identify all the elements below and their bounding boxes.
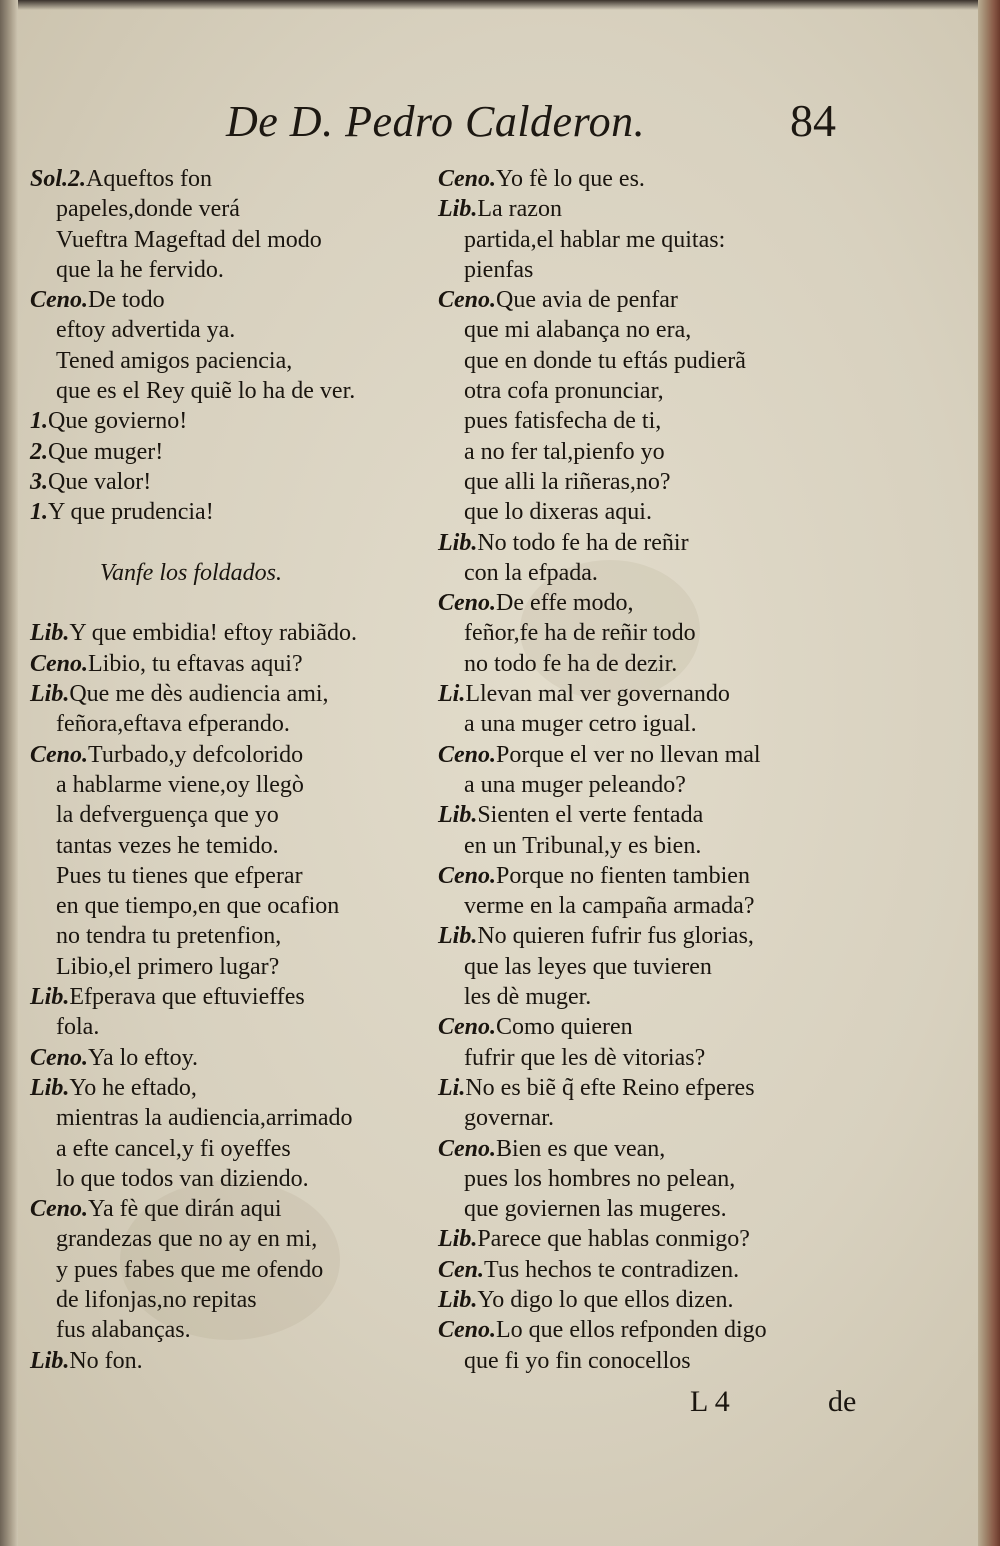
verse-line xyxy=(438,255,878,285)
line-text: a una muger cetro igual. xyxy=(464,711,697,738)
speaker-label: Lib. xyxy=(438,196,478,223)
verse-line xyxy=(30,467,460,497)
verse-line xyxy=(30,861,460,891)
top-edge xyxy=(0,0,1000,10)
verse-line xyxy=(438,679,878,709)
line-text: No fon. xyxy=(69,1347,143,1374)
line-text: tantas vezes he temido. xyxy=(56,832,279,859)
line-text: Efperava que eftuvieffes xyxy=(69,984,305,1011)
verse-line xyxy=(438,1194,878,1224)
blank-line xyxy=(30,588,460,618)
verse-line xyxy=(30,406,460,436)
line-text: lo que todos van diziendo. xyxy=(56,1165,309,1192)
verse-line xyxy=(438,800,878,830)
verse-line xyxy=(438,861,878,891)
line-text: No todo fe ha de reñir xyxy=(477,529,689,556)
running-title: De D. Pedro Calderon. xyxy=(226,97,646,146)
verse-line xyxy=(438,376,878,406)
line-text: pues fatisfecha de ti, xyxy=(464,408,662,435)
line-text: Turbado,y defcolorido xyxy=(88,741,304,768)
verse-line xyxy=(438,740,878,770)
verse-line xyxy=(438,467,878,497)
line-text: No es biẽ q̃ efte Reino efperes xyxy=(465,1074,755,1101)
speaker-label: Ceno. xyxy=(30,741,89,768)
verse-line xyxy=(438,285,878,315)
speaker-label: Lib. xyxy=(438,1226,478,1253)
line-text: mientras la audiencia,arrimado xyxy=(56,1105,353,1132)
verse-line xyxy=(438,1346,878,1376)
speaker-label: Lib. xyxy=(30,681,70,708)
verse-line xyxy=(438,406,878,436)
verse-line xyxy=(438,437,878,467)
line-text: Yo digo lo que ellos dizen. xyxy=(477,1286,734,1313)
speaker-label: 1. xyxy=(30,499,48,526)
line-text: a hablarme viene,oy llegò xyxy=(56,771,304,798)
verse-line xyxy=(438,1134,878,1164)
verse-line xyxy=(438,1103,878,1133)
line-text: que mi alabança no era, xyxy=(464,317,692,344)
line-text: Bien es que vean, xyxy=(496,1135,666,1162)
verse-line xyxy=(30,709,460,739)
verse-line xyxy=(30,194,460,224)
verse-line xyxy=(30,1012,460,1042)
verse-line xyxy=(30,679,460,709)
line-text: que la he fervido. xyxy=(56,256,224,283)
line-text: les dè muger. xyxy=(464,984,592,1011)
speaker-label: Ceno. xyxy=(30,1196,89,1223)
verse-line xyxy=(438,1315,878,1345)
speaker-label: Ceno. xyxy=(438,1317,497,1344)
line-text: que las leyes que tuvieren xyxy=(464,953,712,980)
line-text: que en donde tu eftás pudierã xyxy=(464,347,746,374)
speaker-label: 1. xyxy=(30,408,48,435)
verse-line xyxy=(438,194,878,224)
speaker-label: Cen. xyxy=(438,1256,485,1283)
line-text: en que tiempo,en que ocafion xyxy=(56,893,340,920)
verse-line xyxy=(30,1103,460,1133)
verse-line xyxy=(438,315,878,345)
speaker-label: Lib. xyxy=(438,1286,478,1313)
speaker-label: Lib. xyxy=(438,923,478,950)
verse-line xyxy=(30,1315,460,1345)
verse-line xyxy=(438,770,878,800)
line-text: fufrir que les dè vitorias? xyxy=(464,1044,706,1071)
verse-line xyxy=(30,225,460,255)
speaker-label: Ceno. xyxy=(438,1014,497,1041)
speaker-label: Ceno. xyxy=(438,1135,497,1162)
line-text: Tened amigos paciencia, xyxy=(56,347,293,374)
line-text: No quieren fufrir fus glorias, xyxy=(477,923,754,950)
verse-line xyxy=(438,649,878,679)
verse-line xyxy=(30,1043,460,1073)
verse-line xyxy=(438,1255,878,1285)
line-text: Porque el ver no llevan mal xyxy=(496,741,761,768)
line-text: Vanfe los foldados. xyxy=(100,559,283,586)
line-text: otra cofa pronunciar, xyxy=(464,378,664,405)
verse-line xyxy=(438,1012,878,1042)
running-header xyxy=(0,92,1000,162)
verse-line xyxy=(30,800,460,830)
line-text: De effe modo, xyxy=(496,590,634,617)
verse-line xyxy=(30,497,460,527)
line-text: de lifonjas,no repitas xyxy=(56,1286,257,1313)
line-text: governar. xyxy=(464,1105,554,1132)
line-text: Aqueftos fon xyxy=(86,166,212,192)
verse-line xyxy=(30,1073,460,1103)
fore-edge xyxy=(978,0,1000,1546)
line-text: Yo he eftado, xyxy=(69,1074,197,1101)
verse-line xyxy=(438,1043,878,1073)
verse-line xyxy=(438,1285,878,1315)
line-text: De todo xyxy=(88,287,165,314)
line-text: que alli la riñeras,no? xyxy=(464,468,671,495)
line-text: Ya lo eftoy. xyxy=(88,1044,199,1071)
speaker-label: Lib. xyxy=(438,529,478,556)
verse-line xyxy=(30,649,460,679)
line-text: Y que embidia! eftoy rabiãdo. xyxy=(69,620,357,647)
line-text: Que muger! xyxy=(48,438,164,465)
line-text: Que me dès audiencia ami, xyxy=(69,681,329,708)
speaker-label: Lib. xyxy=(30,620,70,647)
line-text: fola. xyxy=(56,1014,100,1041)
line-text: verme en la campaña armada? xyxy=(464,893,755,920)
speaker-label: Lib. xyxy=(30,1074,70,1101)
right-column xyxy=(438,164,878,1376)
line-text: que lo dixeras aqui. xyxy=(464,499,652,526)
line-text: Sienten el verte fentada xyxy=(477,802,704,829)
verse-line xyxy=(438,497,878,527)
line-text: eftoy advertida ya. xyxy=(56,317,236,344)
speaker-label: Sol.2. xyxy=(30,166,87,192)
line-text: Libio,el primero lugar? xyxy=(56,953,280,980)
verse-line xyxy=(30,952,460,982)
line-text: Ya fè que dirán aqui xyxy=(88,1196,282,1223)
verse-line xyxy=(30,618,460,648)
verse-line xyxy=(438,618,878,648)
speaker-label: Li. xyxy=(438,681,466,708)
verse-line xyxy=(438,831,878,861)
verse-line xyxy=(30,285,460,315)
line-text: Tus hechos te contradizen. xyxy=(484,1256,740,1283)
verse-line xyxy=(30,1285,460,1315)
line-text: la defverguença que yo xyxy=(56,802,279,829)
catchword: de xyxy=(828,1385,857,1418)
verse-line xyxy=(30,1224,460,1254)
verse-line xyxy=(438,1073,878,1103)
verse-line xyxy=(30,1346,460,1376)
line-text: Libio, tu eftavas aqui? xyxy=(88,650,303,677)
speaker-label: Ceno. xyxy=(30,650,89,677)
line-text: a no fer tal,pienfo yo xyxy=(464,438,665,465)
verse-line xyxy=(30,740,460,770)
speaker-label: Ceno. xyxy=(438,287,497,314)
speaker-label: Ceno. xyxy=(438,590,497,617)
line-text: papeles,donde verá xyxy=(56,196,240,223)
verse-line xyxy=(30,921,460,951)
verse-line xyxy=(438,558,878,588)
verse-line xyxy=(30,1194,460,1224)
verse-line xyxy=(438,709,878,739)
line-text: Que avia de penfar xyxy=(496,287,678,314)
page-footer xyxy=(0,1385,1000,1425)
line-text: La razon xyxy=(477,196,562,223)
verse-line xyxy=(438,588,878,618)
verse-line xyxy=(30,891,460,921)
line-text: pues los hombres no pelean, xyxy=(464,1165,736,1192)
speaker-label: Ceno. xyxy=(30,287,89,314)
line-text: fus alabanças. xyxy=(56,1317,191,1344)
verse-line xyxy=(30,437,460,467)
line-text: a una muger peleando? xyxy=(464,771,686,798)
line-text: que es el Rey quiẽ lo ha de ver. xyxy=(56,378,356,405)
speaker-label: Ceno. xyxy=(438,741,497,768)
verse-line xyxy=(438,225,878,255)
verse-line xyxy=(30,376,460,406)
speaker-label: Lib. xyxy=(30,1347,70,1374)
line-text: y pues fabes que me ofendo xyxy=(56,1256,324,1283)
line-text: Que valor! xyxy=(48,468,152,495)
verse-line xyxy=(438,921,878,951)
line-text: Lo que ellos refponden digo xyxy=(496,1317,767,1344)
line-text: Llevan mal ver governando xyxy=(465,681,730,708)
verse-line xyxy=(30,1255,460,1285)
line-text: Y que prudencia! xyxy=(48,499,214,526)
line-text: a efte cancel,y fi oyeffes xyxy=(56,1135,291,1162)
verse-line xyxy=(438,891,878,921)
line-text: Parece que hablas conmigo? xyxy=(477,1226,750,1253)
verse-line xyxy=(30,982,460,1012)
line-text: que fi yo fin conocellos xyxy=(464,1347,691,1374)
verse-line xyxy=(438,528,878,558)
verse-line xyxy=(30,346,460,376)
speaker-label: Lib. xyxy=(30,984,70,1011)
line-text: en un Tribunal,y es bien. xyxy=(464,832,702,859)
verse-line xyxy=(438,346,878,376)
verse-line xyxy=(438,1224,878,1254)
line-text: Como quieren xyxy=(496,1014,633,1041)
verse-line xyxy=(30,831,460,861)
line-text: que goviernen las mugeres. xyxy=(464,1196,727,1223)
page-number: 84 xyxy=(790,95,836,146)
line-text: Yo fè lo que es. xyxy=(496,166,645,192)
verse-line xyxy=(438,1164,878,1194)
line-text: Porque no fienten tambien xyxy=(496,862,750,889)
line-text: Pues tu tienes que efperar xyxy=(56,862,303,889)
left-column xyxy=(30,164,460,1376)
speaker-label: Ceno. xyxy=(438,862,497,889)
binding-gutter xyxy=(0,0,18,1546)
blank-line xyxy=(30,528,460,558)
line-text: partida,el hablar me quitas: xyxy=(464,226,726,253)
line-text: grandezas que no ay en mi, xyxy=(56,1226,318,1253)
speaker-label: Ceno. xyxy=(438,166,497,192)
verse-line xyxy=(30,1134,460,1164)
line-text: no tendra tu pretenfion, xyxy=(56,923,282,950)
signature-mark: L 4 xyxy=(690,1385,730,1418)
speaker-label: Ceno. xyxy=(30,1044,89,1071)
line-text: pienfas xyxy=(464,256,534,283)
verse-line xyxy=(438,982,878,1012)
verse-line xyxy=(30,315,460,345)
line-text: feñor,fe ha de reñir todo xyxy=(464,620,696,647)
speaker-label: 2. xyxy=(30,438,48,465)
line-text: feñora,eftava efperando. xyxy=(56,711,290,738)
speaker-label: 3. xyxy=(30,468,48,495)
speaker-label: Lib. xyxy=(438,802,478,829)
line-text: no todo fe ha de dezir. xyxy=(464,650,678,677)
verse-line xyxy=(30,164,460,194)
verse-line xyxy=(438,164,878,194)
verse-line xyxy=(438,952,878,982)
verse-line xyxy=(30,1164,460,1194)
line-text: con la efpada. xyxy=(464,559,598,586)
speaker-label: Li. xyxy=(438,1074,466,1101)
stage-direction xyxy=(30,558,460,588)
line-text: Vueftra Mageftad del modo xyxy=(56,226,322,253)
line-text: Que govierno! xyxy=(48,408,188,435)
verse-line xyxy=(30,770,460,800)
verse-line xyxy=(30,255,460,285)
